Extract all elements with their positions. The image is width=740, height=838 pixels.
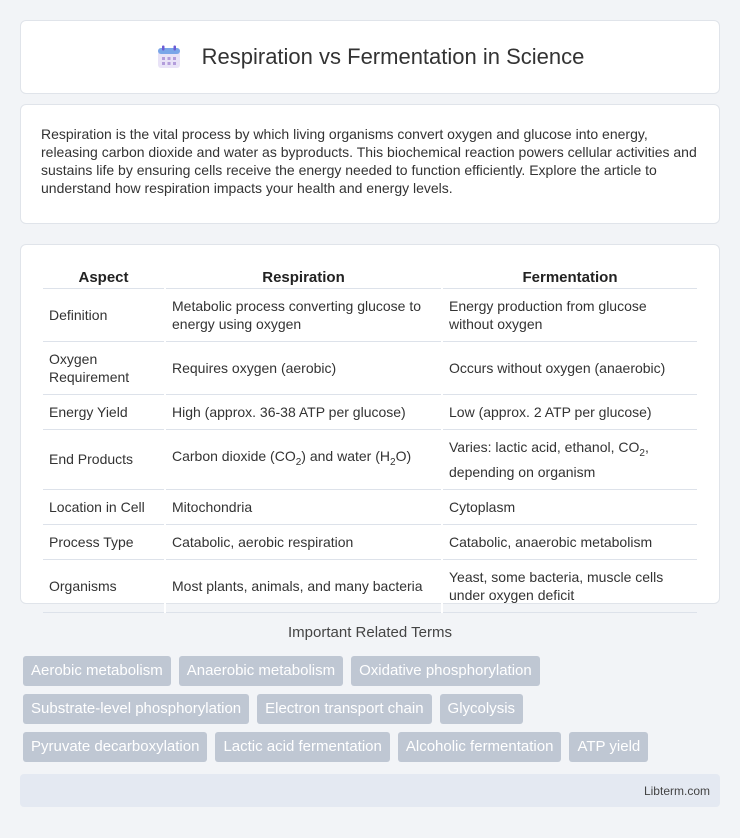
column-header-respiration: Respiration: [165, 265, 442, 289]
table-cell: High (approx. 36-38 ATP per glucose): [165, 395, 442, 430]
comparison-table: [43, 265, 697, 613]
table-cell: Carbon dioxide $(CO_2)$ and water $(H_2O)$: [165, 430, 442, 490]
term-tag[interactable]: Aerobic metabolism: [23, 656, 171, 686]
terms-row: [23, 656, 723, 686]
table-header-row: [43, 265, 697, 289]
table-row: [43, 559, 697, 612]
terms-row: [23, 732, 723, 762]
term-tag[interactable]: Substrate-level phosphorylation: [23, 694, 249, 724]
column-header-aspect: Aspect: [43, 265, 165, 289]
intro-card: [20, 104, 720, 224]
term-tag[interactable]: Lactic acid fermentation: [215, 732, 389, 762]
related-terms-title: Important Related Terms: [288, 624, 452, 641]
term-tag[interactable]: Glycolysis: [440, 694, 524, 724]
term-tag[interactable]: Alcoholic fermentation: [398, 732, 562, 762]
table-cell: Most plants, animals, and many bacteria: [165, 559, 442, 612]
table-cell: Mitochondria: [165, 489, 442, 524]
footer: [20, 774, 720, 807]
table-cell: Requires oxygen (aerobic): [165, 342, 442, 395]
table-cell: Occurs without oxygen (anaerobic): [442, 342, 697, 395]
terms-row: [23, 694, 723, 724]
term-tag[interactable]: ATP yield: [569, 732, 648, 762]
table-row: [43, 395, 697, 430]
table-cell: Energy production from glucose without oxygen: [442, 289, 697, 342]
table-cell: End Products: [43, 430, 165, 490]
term-tag[interactable]: Oxidative phosphorylation: [351, 656, 540, 686]
table-cell: Energy Yield: [43, 395, 165, 430]
table-cell: Metabolic process converting glucose to energy using oxygen: [165, 289, 442, 342]
table-row: [43, 289, 697, 342]
table-row: [43, 342, 697, 395]
table-cell: Cytoplasm: [442, 489, 697, 524]
table-cell: Catabolic, anaerobic metabolism: [442, 524, 697, 559]
footer-site-link[interactable]: Libterm.com: [643, 783, 710, 798]
table-cell: Catabolic, aerobic respiration: [165, 524, 442, 559]
table-cell: Yeast, some bacteria, muscle cells under oxygen deficit: [442, 559, 697, 612]
comparison-table-card: [20, 244, 720, 604]
page-title: Respiration vs Fermentation in Science: [201, 44, 585, 69]
term-tag[interactable]: Pyruvate decarboxylation: [23, 732, 207, 762]
intro-text: Respiration is the vital process by which living organisms convert oxygen and glucose into energy, releasing carbon dioxide and water as byproducts. This biochemical reaction powers cellular activities and sustains life by ensuring cells receive the energy needed to function efficiently. Explore the article to understand how respiration impacts your health and energy levels.: [41, 126, 697, 196]
related-terms: [23, 656, 723, 770]
table-row: [43, 524, 697, 559]
table-row: [43, 430, 697, 490]
calendar-icon: [156, 44, 182, 70]
table-cell: Location in Cell: [43, 489, 165, 524]
column-header-fermentation: Fermentation: [442, 265, 697, 289]
table-cell: Process Type: [43, 524, 165, 559]
term-tag[interactable]: Anaerobic metabolism: [179, 656, 343, 686]
table-cell: Definition: [43, 289, 165, 342]
term-tag[interactable]: Electron transport chain: [257, 694, 431, 724]
table-cell: Low (approx. 2 ATP per glucose): [442, 395, 697, 430]
table-cell: Organisms: [43, 559, 165, 612]
table-row: [43, 489, 697, 524]
table-cell: Oxygen Requirement: [43, 342, 165, 395]
header-card: [20, 20, 720, 94]
table-cell: Varies: lactic acid, ethanol, $CO_2$, depending on organism: [442, 430, 697, 490]
